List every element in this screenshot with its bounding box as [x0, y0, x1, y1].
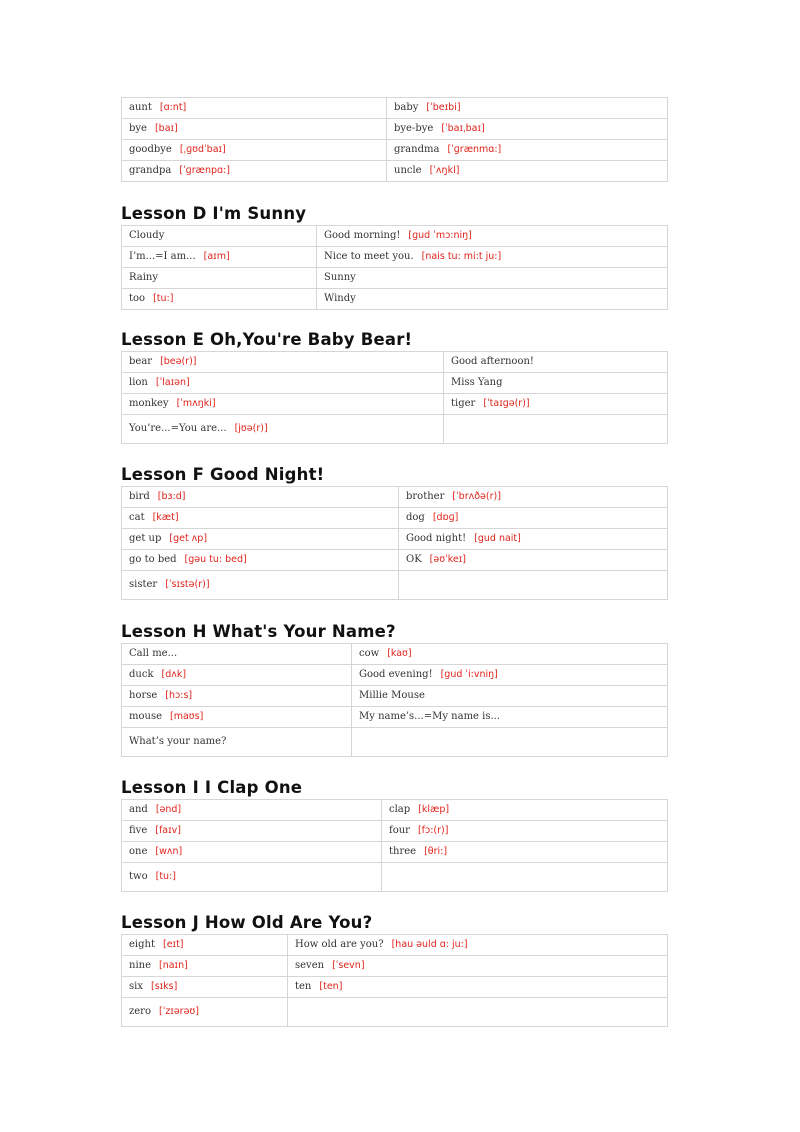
- table-row: [122, 415, 668, 444]
- word: Good night!: [406, 533, 467, 544]
- phonetic: [sɪks]: [150, 981, 178, 992]
- table-cell: [288, 935, 668, 956]
- table-cell: [122, 98, 387, 119]
- phonetic: [ˈʌŋkl]: [429, 165, 460, 176]
- word: get up: [129, 533, 162, 544]
- table-row: [122, 508, 668, 529]
- table-row: [122, 352, 668, 373]
- section-lesson-f: [121, 464, 668, 600]
- word: grandpa: [129, 165, 172, 176]
- table-row: [122, 998, 668, 1027]
- phonetic: [ˈsɪstə(r)]: [165, 579, 210, 590]
- word: tiger: [451, 398, 476, 409]
- phonetic: [hau əuld ɑ: ju:]: [391, 939, 468, 950]
- word: bye-bye: [394, 123, 434, 134]
- phonetic: [ˈzɪərəʊ]: [159, 1006, 200, 1017]
- word: What’s your name?: [129, 736, 227, 747]
- table-row: [122, 289, 668, 310]
- table-cell: [122, 571, 399, 600]
- phonetic: [kaʊ]: [387, 648, 412, 659]
- phonetic: [ˈɡrænmɑ:]: [447, 144, 502, 155]
- phonetic: [bɜ:d]: [157, 491, 186, 502]
- table-cell: [399, 571, 668, 600]
- table-row: [122, 529, 668, 550]
- word: five: [129, 825, 148, 836]
- phonetic: [eɪt]: [162, 939, 184, 950]
- word: Good evening!: [359, 669, 433, 680]
- word: four: [389, 825, 410, 836]
- table-cell: [382, 821, 668, 842]
- phonetic: [wʌn]: [155, 846, 183, 857]
- table-row: [122, 935, 668, 956]
- word: horse: [129, 690, 158, 701]
- phonetic: [get ʌp]: [169, 533, 208, 544]
- word: monkey: [129, 398, 169, 409]
- table-cell: [122, 161, 387, 182]
- word: Windy: [324, 293, 356, 304]
- section-family: [121, 97, 668, 182]
- phonetic: [gud ˈi:vniŋ]: [440, 669, 498, 680]
- phonetic: [əʊˈkeɪ]: [429, 554, 466, 565]
- word: mouse: [129, 711, 162, 722]
- vocab-table: [121, 486, 668, 600]
- table-row: [122, 161, 668, 182]
- word: bird: [129, 491, 150, 502]
- table-row: [122, 842, 668, 863]
- phonetic: [ˈsevn]: [332, 960, 365, 971]
- table-cell: [122, 289, 317, 310]
- lesson-heading: Lesson J How Old Are You?: [121, 913, 373, 932]
- word: bear: [129, 356, 153, 367]
- phonetic: [ˈbrʌðə(r)]: [452, 491, 501, 502]
- table-row: [122, 977, 668, 998]
- table-cell: [122, 977, 288, 998]
- word: dog: [406, 512, 425, 523]
- phonetic: [beə(r)]: [160, 356, 197, 367]
- lesson-heading: Lesson E Oh,You're Baby Bear!: [121, 330, 413, 349]
- table-cell: [122, 800, 382, 821]
- phonetic: [ˈbeɪbi]: [426, 102, 461, 113]
- phonetic: [fɔ:(r)]: [417, 825, 449, 836]
- word: three: [389, 846, 417, 857]
- phonetic: [gəu tu: bed]: [184, 554, 247, 565]
- table-row: [122, 728, 668, 757]
- phonetic: [ˈlaɪən]: [155, 377, 190, 388]
- table-cell: [352, 728, 668, 757]
- table-row: [122, 707, 668, 728]
- table-cell: [387, 140, 668, 161]
- table-cell: [122, 415, 444, 444]
- table-cell: [122, 550, 399, 571]
- phonetic: [ˌɡʊdˈbaɪ]: [179, 144, 226, 155]
- table-row: [122, 644, 668, 665]
- table-cell: [122, 644, 352, 665]
- word: one: [129, 846, 148, 857]
- table-row: [122, 550, 668, 571]
- table-cell: [317, 289, 668, 310]
- table-cell: [387, 119, 668, 140]
- table-cell: [444, 352, 668, 373]
- phonetic: [ˈmʌŋki]: [176, 398, 216, 409]
- table-row: [122, 268, 668, 289]
- word: baby: [394, 102, 419, 113]
- word: goodbye: [129, 144, 172, 155]
- table-cell: [122, 352, 444, 373]
- table-cell: [122, 140, 387, 161]
- table-row: [122, 956, 668, 977]
- table-row: [122, 98, 668, 119]
- table-cell: [317, 226, 668, 247]
- word: duck: [129, 669, 154, 680]
- table-cell: [122, 842, 382, 863]
- table-cell: [399, 487, 668, 508]
- word: and: [129, 804, 148, 815]
- table-cell: [122, 226, 317, 247]
- phonetic: [maʊs]: [170, 711, 204, 722]
- table-cell: [122, 508, 399, 529]
- word: brother: [406, 491, 445, 502]
- table-cell: [122, 821, 382, 842]
- table-cell: [387, 98, 668, 119]
- table-cell: [399, 529, 668, 550]
- table-cell: [399, 508, 668, 529]
- table-row: [122, 373, 668, 394]
- table-row: [122, 140, 668, 161]
- table-row: [122, 686, 668, 707]
- table-cell: [387, 161, 668, 182]
- section-lesson-h: [121, 621, 668, 757]
- word: Nice to meet you.: [324, 251, 414, 262]
- lesson-heading: Lesson I I Clap One: [121, 778, 303, 797]
- table-row: [122, 863, 668, 892]
- word: OK: [406, 554, 422, 565]
- table-cell: [444, 415, 668, 444]
- table-cell: [352, 665, 668, 686]
- word: I’m...=I am...: [129, 251, 196, 262]
- section-lesson-i: [121, 777, 668, 892]
- word: Good afternoon!: [451, 356, 534, 367]
- phonetic: [ənd]: [155, 804, 182, 815]
- section-lesson-j: [121, 912, 668, 1027]
- phonetic: [ɑ:nt]: [159, 102, 187, 113]
- table-cell: [122, 728, 352, 757]
- lesson-heading: Lesson D I'm Sunny: [121, 204, 307, 223]
- word: aunt: [129, 102, 152, 113]
- word: seven: [295, 960, 325, 971]
- word: too: [129, 293, 146, 304]
- table-row: [122, 119, 668, 140]
- section-lesson-d: [121, 203, 668, 310]
- table-cell: [122, 686, 352, 707]
- table-cell: [122, 935, 288, 956]
- word: eight: [129, 939, 155, 950]
- table-cell: [399, 550, 668, 571]
- word: zero: [129, 1006, 151, 1017]
- word: six: [129, 981, 143, 992]
- table-cell: [122, 247, 317, 268]
- word: My name’s...=My name is...: [359, 711, 501, 722]
- phonetic: [aɪm]: [203, 251, 230, 262]
- table-cell: [352, 644, 668, 665]
- word: Call me...: [129, 648, 178, 659]
- word: bye: [129, 123, 147, 134]
- table-row: [122, 800, 668, 821]
- vocab-table: [121, 97, 668, 182]
- word: nine: [129, 960, 151, 971]
- table-cell: [317, 247, 668, 268]
- phonetic: [ˈtaɪɡə(r)]: [483, 398, 530, 409]
- phonetic: [ˈbaɪˌbaɪ]: [441, 123, 485, 134]
- phonetic: [dʌk]: [161, 669, 187, 680]
- table-cell: [122, 394, 444, 415]
- vocab-table: [121, 351, 668, 444]
- word: two: [129, 871, 148, 882]
- word: grandma: [394, 144, 440, 155]
- table-cell: [288, 956, 668, 977]
- table-cell: [122, 863, 382, 892]
- word: sister: [129, 579, 158, 590]
- phonetic: [tu:]: [155, 871, 176, 882]
- table-cell: [122, 707, 352, 728]
- word: Good morning!: [324, 230, 401, 241]
- table-cell: [352, 686, 668, 707]
- table-cell: [382, 863, 668, 892]
- vocab-table: [121, 799, 668, 892]
- phonetic: [dɒɡ]: [432, 512, 459, 523]
- table-cell: [288, 998, 668, 1027]
- table-row: [122, 821, 668, 842]
- table-cell: [317, 268, 668, 289]
- table-row: [122, 394, 668, 415]
- phonetic: [tu:]: [153, 293, 174, 304]
- phonetic: [gud ˈmɔ:niŋ]: [408, 230, 472, 241]
- phonetic: [hɔ:s]: [165, 690, 193, 701]
- lesson-heading: Lesson H What's Your Name?: [121, 622, 396, 641]
- word: cow: [359, 648, 380, 659]
- phonetic: [gud nait]: [474, 533, 521, 544]
- table-cell: [288, 977, 668, 998]
- lesson-heading: Lesson F Good Night!: [121, 465, 325, 484]
- table-cell: [122, 529, 399, 550]
- word: Millie Mouse: [359, 690, 425, 701]
- word: clap: [389, 804, 411, 815]
- table-row: [122, 247, 668, 268]
- table-cell: [382, 800, 668, 821]
- table-cell: [122, 956, 288, 977]
- phonetic: [baɪ]: [154, 123, 178, 134]
- word: lion: [129, 377, 148, 388]
- phonetic: [ten]: [319, 981, 343, 992]
- vocab-table: [121, 225, 668, 310]
- word: Sunny: [324, 272, 356, 283]
- word: uncle: [394, 165, 422, 176]
- phonetic: [klæp]: [418, 804, 450, 815]
- table-row: [122, 487, 668, 508]
- phonetic: [ˈɡrænpɑ:]: [179, 165, 230, 176]
- vocab-table: [121, 934, 668, 1027]
- table-cell: [122, 373, 444, 394]
- table-cell: [122, 665, 352, 686]
- phonetic: [θri:]: [424, 846, 448, 857]
- table-cell: [122, 119, 387, 140]
- table-row: [122, 226, 668, 247]
- word: Miss Yang: [451, 377, 503, 388]
- table-cell: [122, 998, 288, 1027]
- word: go to bed: [129, 554, 177, 565]
- section-lesson-e: [121, 329, 668, 444]
- phonetic: [nais tu: mi:t ju:]: [421, 251, 502, 262]
- table-cell: [122, 268, 317, 289]
- phonetic: [faɪv]: [155, 825, 181, 836]
- table-cell: [382, 842, 668, 863]
- vocab-table: [121, 643, 668, 757]
- phonetic: [jʊə(r)]: [234, 423, 268, 434]
- table-row: [122, 665, 668, 686]
- phonetic: [kæt]: [152, 512, 179, 523]
- table-cell: [122, 487, 399, 508]
- word: How old are you?: [295, 939, 384, 950]
- word: Rainy: [129, 272, 159, 283]
- word: Cloudy: [129, 230, 165, 241]
- table-cell: [444, 394, 668, 415]
- table-cell: [352, 707, 668, 728]
- table-row: [122, 571, 668, 600]
- word: cat: [129, 512, 145, 523]
- word: ten: [295, 981, 312, 992]
- word: You’re...=You are...: [129, 423, 227, 434]
- table-cell: [444, 373, 668, 394]
- phonetic: [naɪn]: [159, 960, 188, 971]
